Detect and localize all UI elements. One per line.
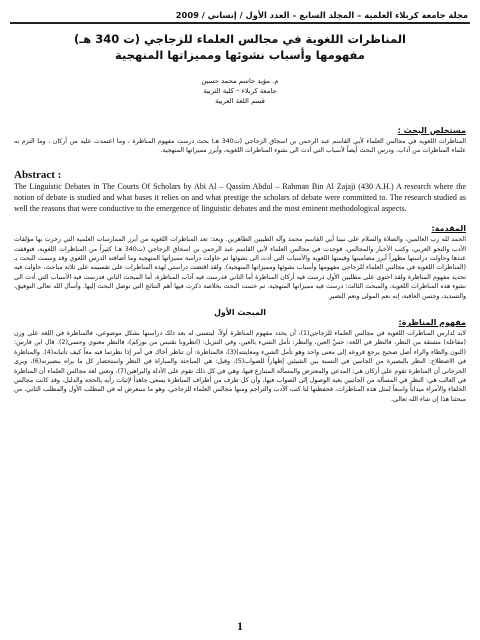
author-name: م. مؤيد جاسم محمد حسين xyxy=(201,76,279,85)
title-line-2: مفهومها وأسباب نشوئها ومميزاتها المنهجية xyxy=(115,47,365,62)
journal-header: مجلة جامعة كربلاء العلمية – المجلد السابع – العدد الأول / إنساني / 2009 xyxy=(175,10,468,20)
arabic-abstract-heading: مستخلص البحث : xyxy=(397,125,466,135)
arabic-abstract-text: المناظرات اللغوية في مجالس العلماء لأبي القاسم عبد الرحمن بن اسحاق الزجاجي (ت340 هـ) بحث درست مفهوم المناظرة ، وما اعتمدت عليه من أركان ، وما التزم به علماء المناظرات من آداب. ودرس البحث أيضاً لأسباب التي أدت الى نشوء المناظرات اللغوية، وأبرز مميزاتها المنهجية. xyxy=(14,137,466,154)
intro-text: الحمد لله رب العالمين، والصلاة والسلام على نبينا أبي القاسم محمد وآله الطيبين الطاهرين. وبعد: تعد المناظرات اللغوية من أبرز الممارسات العلمية التي زخرت بها مؤلفات الأدب والنحو العربي، وكتب الأخبار والمجالس، فوجدت في مجالس العلماء لأبي القاسم عبد الرحمن بن اسحاق الزجاجي (ت340 هـ) كثيراً من المناظرات اللغوية، فتوقفت عندها وحاولت دراستها مظهراً أبرز مضامينها وقيمتها اللغوية والأسباب التي أدت الى نشوئها ثم حاولت دراسة مميزاتها المنهجية وما أضافته الدرس اللغوي وقد وسمت البحث بـ (المناظرات اللغوية في مجالس العلماء للزجاجي مفهومها وأسباب نشوئها ومميزاتها المنهجية). ولقد اقتضت دراستي لهذه المناظرات على تقسيمه على ثلاثة مباحث، حاولت فيه تحديد مفهوم المناظرة ولقد احتوى على مطلبين الأول درست فيه أركان المناظرة أما الثاني فدرست فيه آداب المناظرة، أما المبحث الثاني فدرست فيه الأسباب التي أدت الى نشوء هذه المناظرات اللغوية، والمبحث الثالث: درست فيه مميزاتها المنهجية. ثم ختمت البحث بخلاصة ذكرت فيها أهم النتائج التي توصل البحث إليها. وأسأل الله تعالى التوفيق، والتسديد، وحسن العاقبة، إنه نعم المولى ونعم النصير. xyxy=(14,236,466,300)
paper-page xyxy=(8,6,472,634)
author-department: قسم اللغة العربية xyxy=(215,96,265,105)
header-rule xyxy=(10,22,470,24)
part-one xyxy=(8,308,472,404)
english-abstract xyxy=(8,163,472,214)
paper-title xyxy=(8,31,472,63)
english-abstract-heading: Abstract : xyxy=(14,169,62,182)
title-line-1: المناظرات اللغوية في مجالس العلماء للزجاجي (ت 340 هـ) xyxy=(74,31,406,46)
english-abstract-heading-wrap xyxy=(8,163,472,182)
part-text: لابد لدارس المناظرات اللغوية في مجالس العلماء للزجاجي(1)، أن يحدد مفهوم المناظرة أولاً، ليتسنى له بعد ذلك دراستها بشكل موضوعي، فالمناظرة في اللغة على وزن (مفاعلة) مشتقة من النظر، فالنظر في اللغة: حسّ العين، والنظر: تأمل الشيء بالعين، وفي التنزيل: (انظرونا نقتبس من نوركم)، فالنظر معنوي وحسي(2). قال ابن فارس: (النون والظاء والراء أصل صحيح يرجع فروعه إلى معنى واحد وهو تأمل الشيء ومعاينته)(3)، فالمناظرة: أن تناظر أخاك في أمر إذا نظرتما فيه معاً كيف تأتيانه(4). والمناظرة في الاصطلاح: النظر بالبصيرة من الجانبين في النسبة بين الشيئين إظهاراً للصواب(5)، وقيل: هي المباحثة والمباراة في النظر واستحضار كل ما يراه ببصيرته(6)، ويرى الجرجاني أن المناظرة تقوم على أركان هي: المدعي والمعترض والمسألة المتنازع فيها، وهي في كل ذلك تقوم على الأدلة والبراهين(7)، وتعني لغة مجالس العلماء أن المناظرة في الغالب هي: النظر في المسألة من الجانبين بغية الوصول إلى الصواب فيها، وأن كل طرف من أطراف المناظرة يسعى جاهداً لإثبات رأيه بالحجة والدليل، وقد كانت مجالس الخلفاء والأمراء ميداناً واسعاً لمثل هذه المناظرات، فحفظتها لنا كتب الأدب والتراجم ومنها مجالس العلماء للزجاجي، وهو ما سنعرض له في المطلب الأول والمطلب الثاني، من مبحثنا هذا إن شاء الله تعالى. xyxy=(14,329,467,403)
page-number: 1 xyxy=(237,619,243,633)
part-heading: المبحث الأول xyxy=(213,307,266,317)
english-abstract-text: The Linguistic Debates in The Courts Of Scholars by Abi Al – Qassim Abdul – Rahman Bin Al Zajaji (430 A.H.) A research where the notion of debate is studied and what bases it relies on and what prestige the scholars of debate were committed to. The research studied as well the reasons that were conductive to the emergence of linguistic debates and the most eminent methodological aspects. xyxy=(14,182,466,213)
author-block xyxy=(140,76,340,106)
part-subheading: مفهوم المناظرة: xyxy=(398,317,466,327)
introduction xyxy=(8,224,472,301)
author-affiliation: جامعة كربلاء – كلية التربية xyxy=(203,86,277,95)
arabic-abstract xyxy=(8,126,472,156)
intro-heading: المقدمة: xyxy=(431,224,466,234)
